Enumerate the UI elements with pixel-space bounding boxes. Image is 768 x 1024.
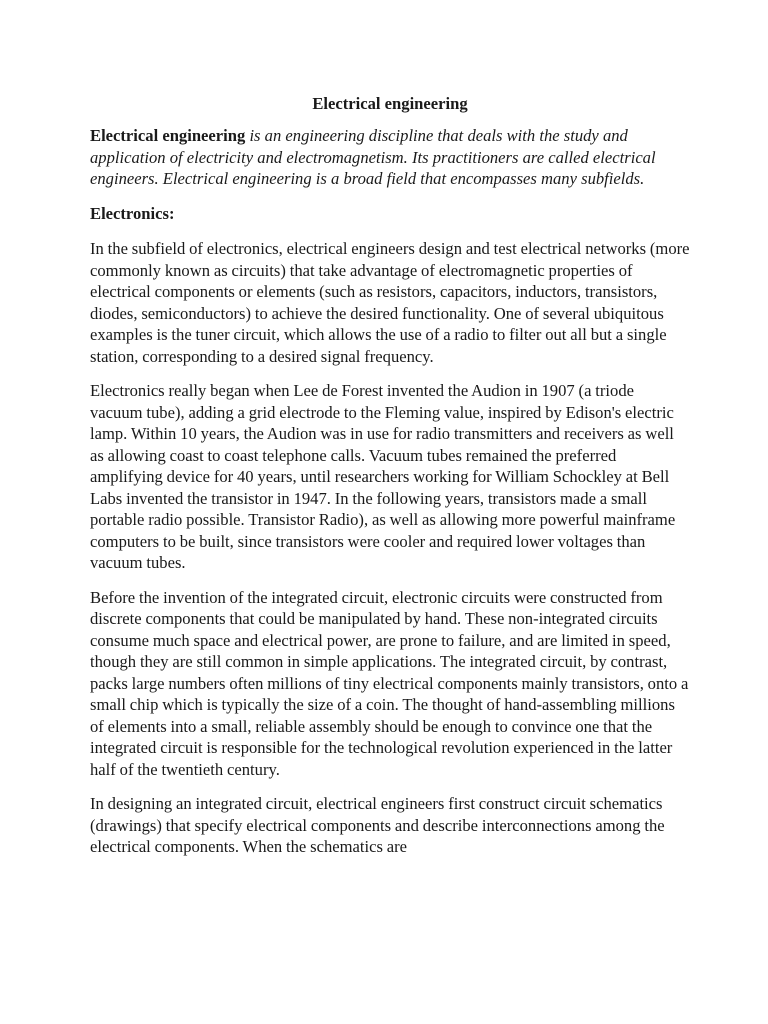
intro-definition: is an engineering discipline that deals with the study and application of electricity and electromagnetism. Its practitioners are called electrical engineers. Electrical engineering is a broad field that encompasses many subfields. — [90, 126, 656, 188]
intro-term: Electrical engineering — [90, 126, 246, 145]
intro-paragraph — [90, 125, 690, 190]
document-title: Electrical engineering — [312, 94, 468, 113]
document-body — [90, 93, 690, 870]
body-paragraph: Electronics really began when Lee de Forest invented the Audion in 1907 (a triode vacuum tube), adding a grid electrode to the Fleming value, inspired by Edison's electric lamp. Within 10 years, the Audion was in use for radio transmitters and receivers as well as allowing coast to coast telephone calls. Vacuum tubes remained the preferred amplifying device for 40 years, until researchers working for William Schockley at Bell Labs invented the transistor in 1947. In the following years, transistors made a small portable radio possible. Transistor Radio), as well as allowing more powerful mainframe computers to be built, since transistors were cooler and required lower voltages than vacuum tubes. — [90, 381, 676, 572]
section-heading-electronics: Electronics: — [90, 203, 175, 223]
body-paragraph: Before the invention of the integrated circuit, electronic circuits were constructed from discrete components that could be manipulated by hand. These non-integrated circuits consume much space and electrical power, are prone to failure, and are limited in speed, though they are still common in simple applications. The integrated circuit, by contrast, packs large numbers often millions of tiny electrical components mainly transistors, onto a small chip which is typically the size of a coin. The thought of hand-assembling millions of elements into a small, reliable assembly should be enough to convince one that the integrated circuit is responsible for the technological revolution experienced in the latter half of the twentieth century. — [90, 587, 689, 779]
body-paragraph: In the subfield of electronics, electrical engineers design and test electrical networks (more commonly known as circuits) that take advantage of electromagnetic properties of electrical components or elements (such as resistors, capacitors, inductors, transistors, diodes, semiconductors) to achieve the desired functionality. One of several ubiquitous examples is the tuner circuit, which allows the use of a radio to filter out all but a single station, corresponding to a desired signal frequency. — [90, 239, 690, 366]
body-paragraph: In designing an integrated circuit, electrical engineers first construct circuit schematics (drawings) that specify electrical components and describe interconnections among the electrical components. When the schematics are — [90, 794, 665, 856]
